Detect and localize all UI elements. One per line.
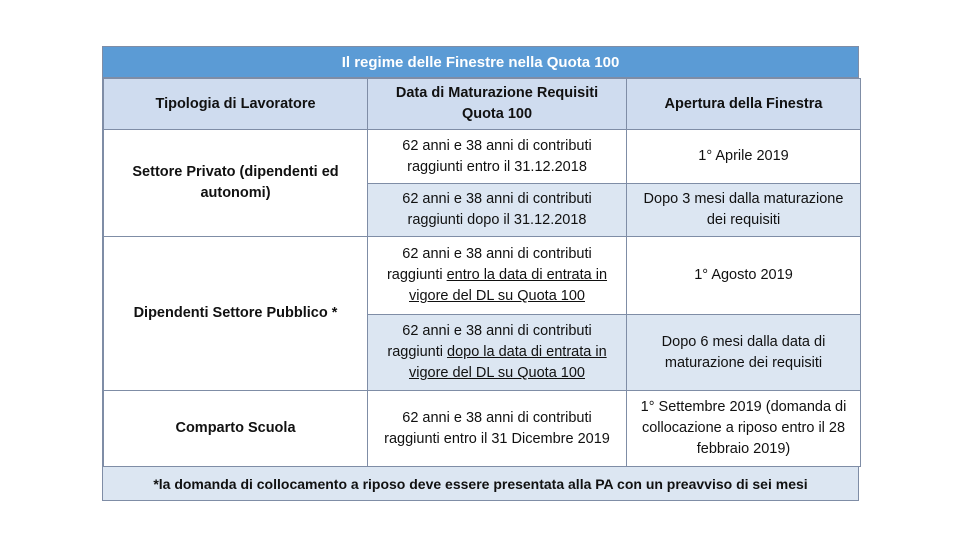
table-row <box>104 130 861 184</box>
requisiti-prefix: 62 anni e 38 anni di contributi raggiunti <box>386 246 592 283</box>
header-tipologia: Tipologia di Lavoratore <box>104 79 368 130</box>
requisiti-cell <box>368 237 627 315</box>
requisiti-cell: 62 anni e 38 anni di contributi raggiunti dopo il 31.12.2018 <box>368 184 627 237</box>
table-row <box>104 391 861 467</box>
requisiti-cell: 62 anni e 38 anni di contributi raggiunti entro il 31.12.2018 <box>368 130 627 184</box>
finestra-cell: 1° Settembre 2019 (domanda di collocazione a riposo entro il 28 febbraio 2019) <box>627 391 861 467</box>
quota100-table-frame <box>102 46 859 501</box>
header-apertura-finestra: Apertura della Finestra <box>627 79 861 130</box>
requisiti-underlined: dopo la data di entrata in vigore del DL su Quota 100 <box>409 344 607 381</box>
requisiti-underlined: entro la data di entrata in vigore del DL su Quota 100 <box>409 267 608 304</box>
finestra-cell: 1° Aprile 2019 <box>627 130 861 184</box>
quota100-table <box>103 78 861 467</box>
header-data-maturazione: Data di Maturazione Requisiti Quota 100 <box>368 79 627 130</box>
table-row <box>104 237 861 315</box>
requisiti-cell: 62 anni e 38 anni di contributi raggiunti entro il 31 Dicembre 2019 <box>368 391 627 467</box>
requisiti-prefix: 62 anni e 38 anni di contributi raggiunti <box>387 323 592 360</box>
category-settore-privato: Settore Privato (dipendenti ed autonomi) <box>104 130 368 237</box>
finestra-cell: Dopo 6 mesi dalla data di maturazione dei requisiti <box>627 315 861 391</box>
category-settore-pubblico: Dipendenti Settore Pubblico * <box>104 237 368 391</box>
footnote: *la domanda di collocamento a riposo deve essere presentata alla PA con un preavviso di sei mesi <box>103 466 858 500</box>
category-comparto-scuola: Comparto Scuola <box>104 391 368 467</box>
finestra-cell: 1° Agosto 2019 <box>627 237 861 315</box>
table-title: Il regime delle Finestre nella Quota 100 <box>103 47 858 78</box>
requisiti-cell <box>368 315 627 391</box>
header-row <box>104 79 861 130</box>
finestra-cell: Dopo 3 mesi dalla maturazione dei requisiti <box>627 184 861 237</box>
